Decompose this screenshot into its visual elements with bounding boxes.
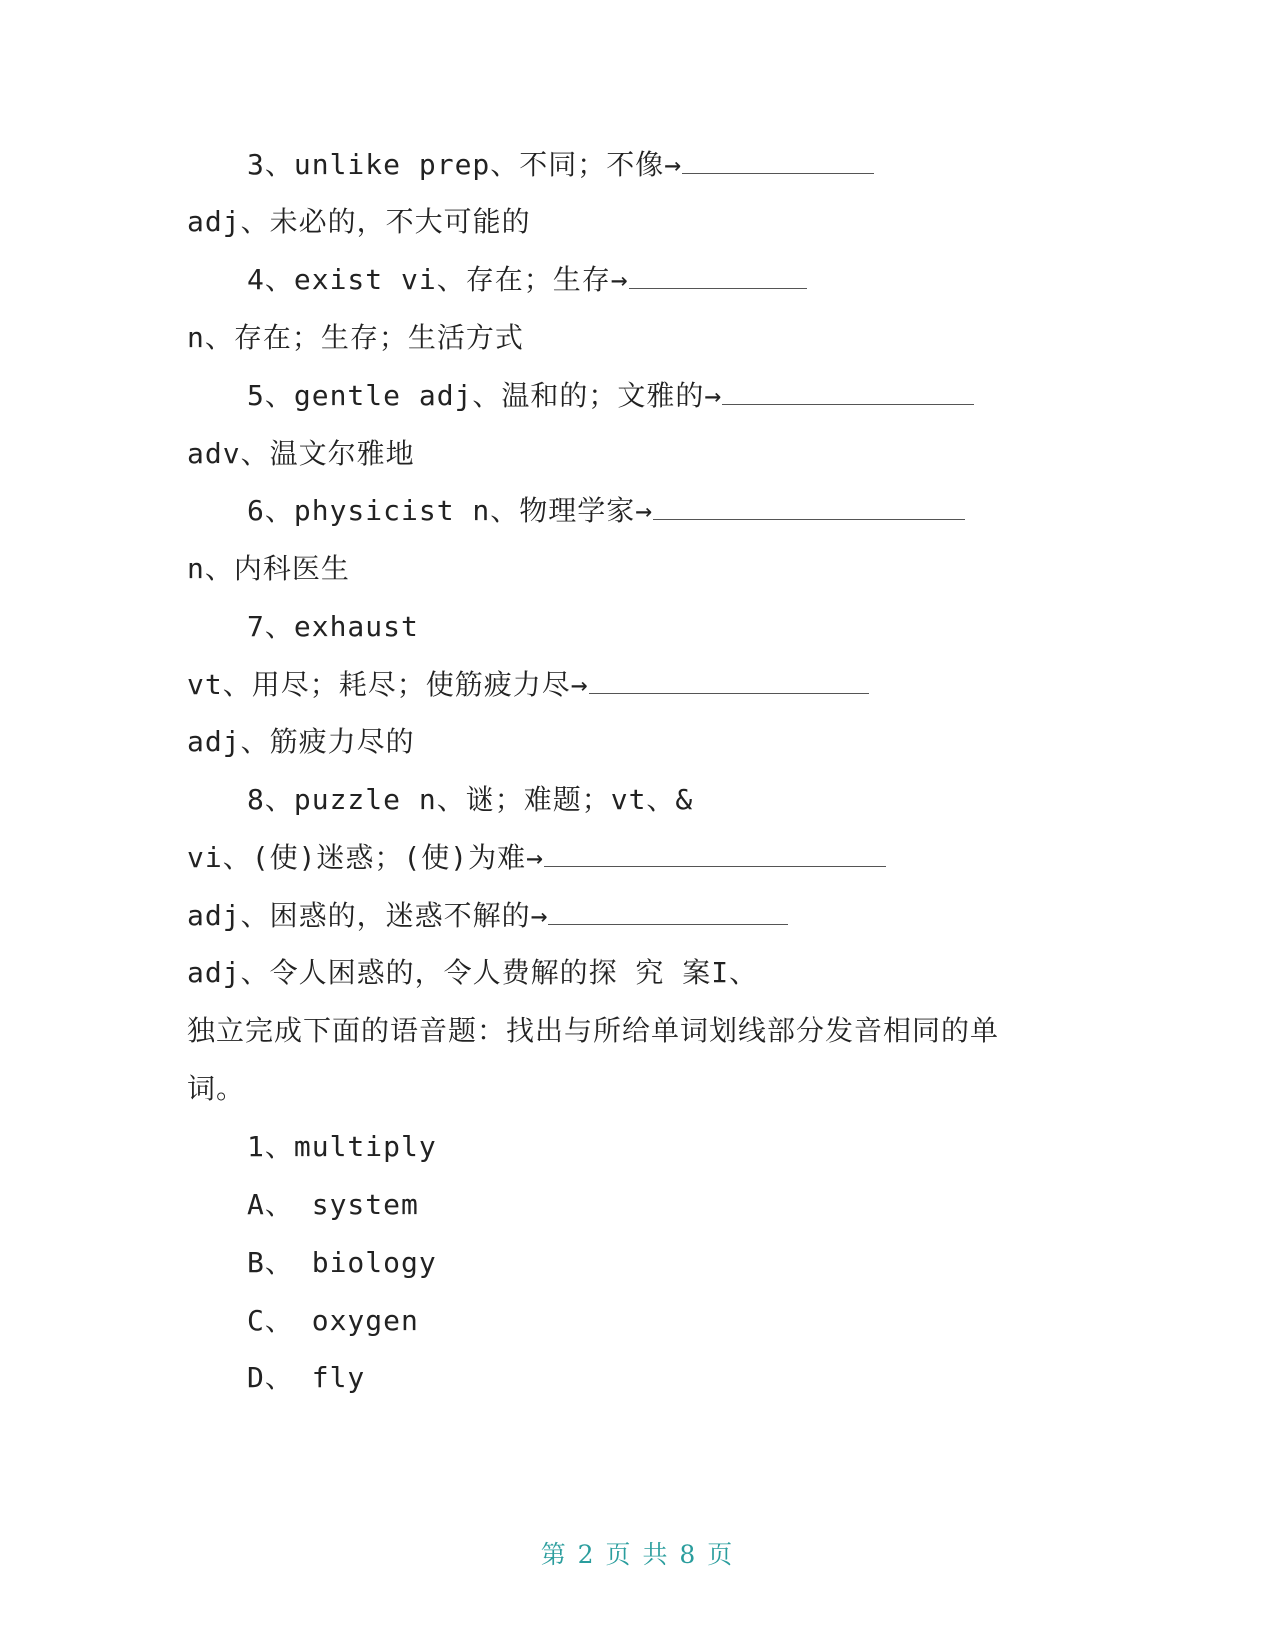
answer-blank[interactable] xyxy=(544,844,886,867)
vocab-text: 5、gentle adj、温和的；文雅的→ xyxy=(247,379,723,412)
vocab-item-6 xyxy=(247,494,965,528)
vocab-derived-line: adj、未必的，不大可能的 xyxy=(187,205,531,238)
answer-blank[interactable] xyxy=(589,671,869,694)
option-c[interactable]: C、 oxygen xyxy=(247,1304,419,1337)
section-instruction: 独立完成下面的语音题：找出与所给单词划线部分发音相同的单 xyxy=(187,1014,1000,1047)
page-number-footer: 第 2 页 共 8 页 xyxy=(540,1540,735,1569)
answer-blank[interactable] xyxy=(682,151,874,174)
vocab-derived-line: n、存在；生存；生活方式 xyxy=(187,321,524,354)
vocab-item-8-cont xyxy=(187,841,886,875)
answer-blank[interactable] xyxy=(548,902,788,925)
vocab-item-5 xyxy=(247,379,974,413)
vocab-text: vt、用尽；耗尽；使筋疲力尽→ xyxy=(187,668,589,701)
vocab-item-3 xyxy=(247,148,874,182)
vocab-derived-line: adv、温文尔雅地 xyxy=(187,437,415,470)
vocab-derived-line: n、内科医生 xyxy=(187,552,350,585)
vocab-item-7-cont xyxy=(187,668,869,702)
vocab-item-8: 8、puzzle n、谜；难题；vt、& xyxy=(247,783,694,816)
vocab-text: adj、困惑的，迷惑不解的→ xyxy=(187,899,549,932)
section-instruction-cont: 词。 xyxy=(187,1072,246,1105)
vocab-text: 3、unlike prep、不同；不像→ xyxy=(247,148,683,181)
vocab-item-4 xyxy=(247,263,807,297)
answer-blank[interactable] xyxy=(722,382,974,405)
vocab-text: 6、physicist n、物理学家→ xyxy=(247,494,654,527)
vocab-derived-line: adj、筋疲力尽的 xyxy=(187,725,415,758)
vocab-text: vi、(使)迷惑；(使)为难→ xyxy=(187,841,545,874)
option-b[interactable]: B、 biology xyxy=(247,1246,437,1279)
option-d[interactable]: D、 fly xyxy=(247,1361,366,1394)
vocab-derived-line: adj、令人困惑的，令人费解的探 究 案I、 xyxy=(187,956,759,989)
vocab-item-7: 7、exhaust xyxy=(247,610,419,643)
vocab-derived-line xyxy=(187,899,788,933)
answer-blank[interactable] xyxy=(629,266,807,289)
question-1: 1、multiply xyxy=(247,1130,437,1163)
vocab-text: 4、exist vi、存在；生存→ xyxy=(247,263,629,296)
option-a[interactable]: A、 system xyxy=(247,1188,419,1221)
answer-blank[interactable] xyxy=(653,497,965,520)
